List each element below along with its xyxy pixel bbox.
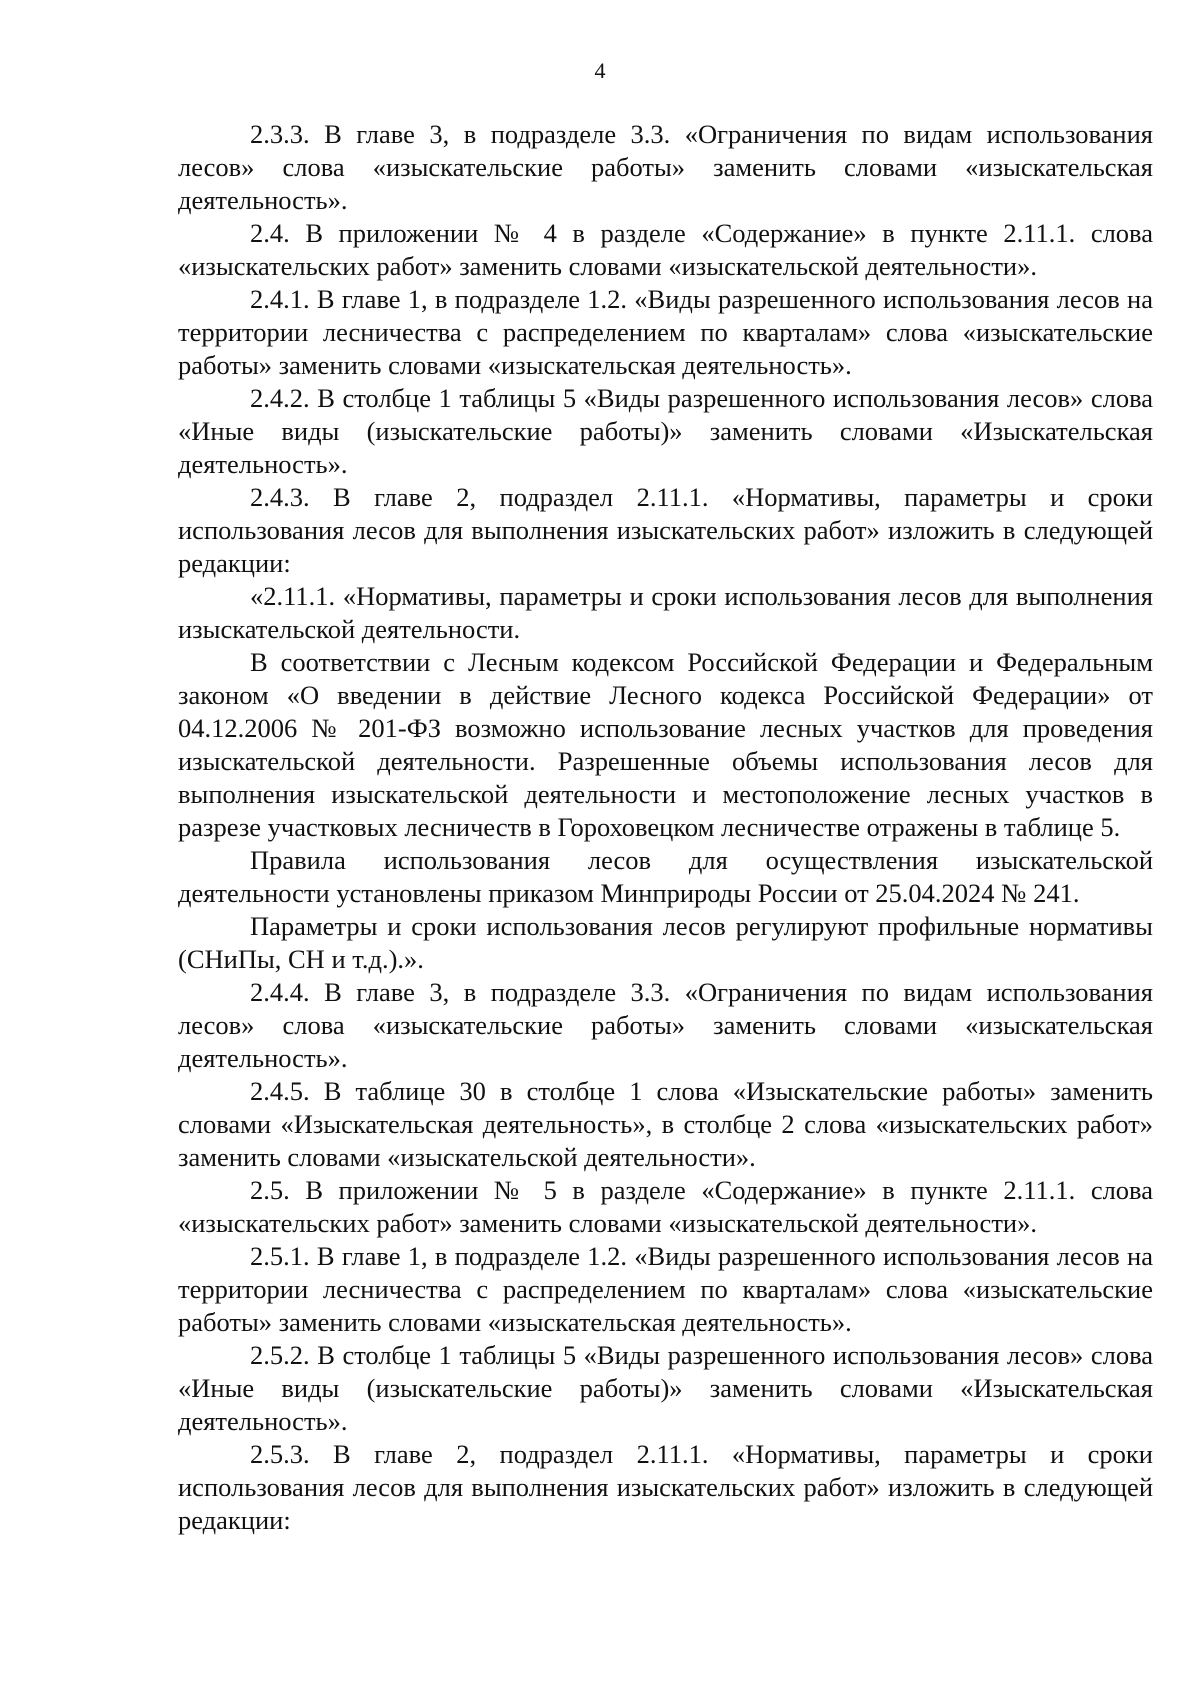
document-body (178, 118, 1153, 1537)
quoted-paragraph-rules: Правила использования лесов для осуществления изыскательской деятельности установлены приказом Минприроды России от 25.04.2024 № 241. (178, 845, 1153, 908)
paragraph-2-5: 2.5. В приложении № 5 в разделе «Содержание» в пункте 2.11.1. слова «изыскательских работ» заменить словами «изыскательской деятельности». (178, 1175, 1153, 1238)
paragraph-2-4-2: 2.4.2. В столбце 1 таблицы 5 «Виды разрешенного использования лесов» слова «Иные виды (изыскательские работы)» заменить словами «Изыскательская деятельность». (178, 383, 1153, 479)
paragraph-2-5-3: 2.5.3. В главе 2, подраздел 2.11.1. «Нормативы, параметры и сроки использования лесов для выполнения изыскательских работ» изложить в следующей редакции: (178, 1439, 1153, 1535)
paragraph-2-4-4: 2.4.4. В главе 3, в подразделе 3.3. «Ограничения по видам использования лесов» слова «изыскательские работы» заменить словами «изыскательская деятельность». (178, 977, 1153, 1073)
paragraph-2-4: 2.4. В приложении № 4 в разделе «Содержание» в пункте 2.11.1. слова «изыскательских работ» заменить словами «изыскательской деятельности». (178, 218, 1153, 281)
paragraph-2-4-5: 2.4.5. В таблице 30 в столбце 1 слова «Изыскательские работы» заменить словами «Изыскательская деятельность», в столбце 2 слова «изыскательских работ» заменить словами «изыскательской деятельности». (178, 1076, 1153, 1172)
paragraph-2-3-3: 2.3.3. В главе 3, в подразделе 3.3. «Ограничения по видам использования лесов» слова «изыскательские работы» заменить словами «изыскательская деятельность». (178, 119, 1153, 215)
page-number: 4 (594, 58, 606, 83)
quoted-heading-2-11-1: «2.11.1. «Нормативы, параметры и сроки использования лесов для выполнения изыскательской деятельности. (178, 581, 1153, 644)
paragraph-2-5-2: 2.5.2. В столбце 1 таблицы 5 «Виды разрешенного использования лесов» слова «Иные виды (изыскательские работы)» заменить словами «Изыскательская деятельность». (178, 1340, 1153, 1436)
quoted-paragraph-parameters: Параметры и сроки использования лесов регулируют профильные нормативы (СНиПы, СН и т.д.).». (178, 911, 1153, 974)
paragraph-2-5-1: 2.5.1. В главе 1, в подразделе 1.2. «Виды разрешенного использования лесов на территории лесничества с распределением по кварталам» слова «изыскательские работы» заменить словами «изыскательская деятельность». (178, 1241, 1153, 1337)
paragraph-2-4-3: 2.4.3. В главе 2, подраздел 2.11.1. «Нормативы, параметры и сроки использования лесов для выполнения изыскательских работ» изложить в следующей редакции: (178, 482, 1153, 578)
quoted-paragraph-legal-basis: В соответствии с Лесным кодексом Российской Федерации и Федеральным законом «О введении в действие Лесного кодекса Российской Федерации» от 04.12.2006 № 201-ФЗ возможно использование лесных участков для проведения изыскательской деятельности. Разрешенные объемы использования лесов для выполнения изыскательской деятельности и местоположение лесных участков в разрезе участковых лесничеств в Гороховецком лесничестве отражены в таблице 5. (178, 647, 1153, 842)
paragraph-2-4-1: 2.4.1. В главе 1, в подразделе 1.2. «Виды разрешенного использования лесов на территории лесничества с распределением по кварталам» слова «изыскательские работы» заменить словами «изыскательская деятельность». (178, 284, 1153, 380)
